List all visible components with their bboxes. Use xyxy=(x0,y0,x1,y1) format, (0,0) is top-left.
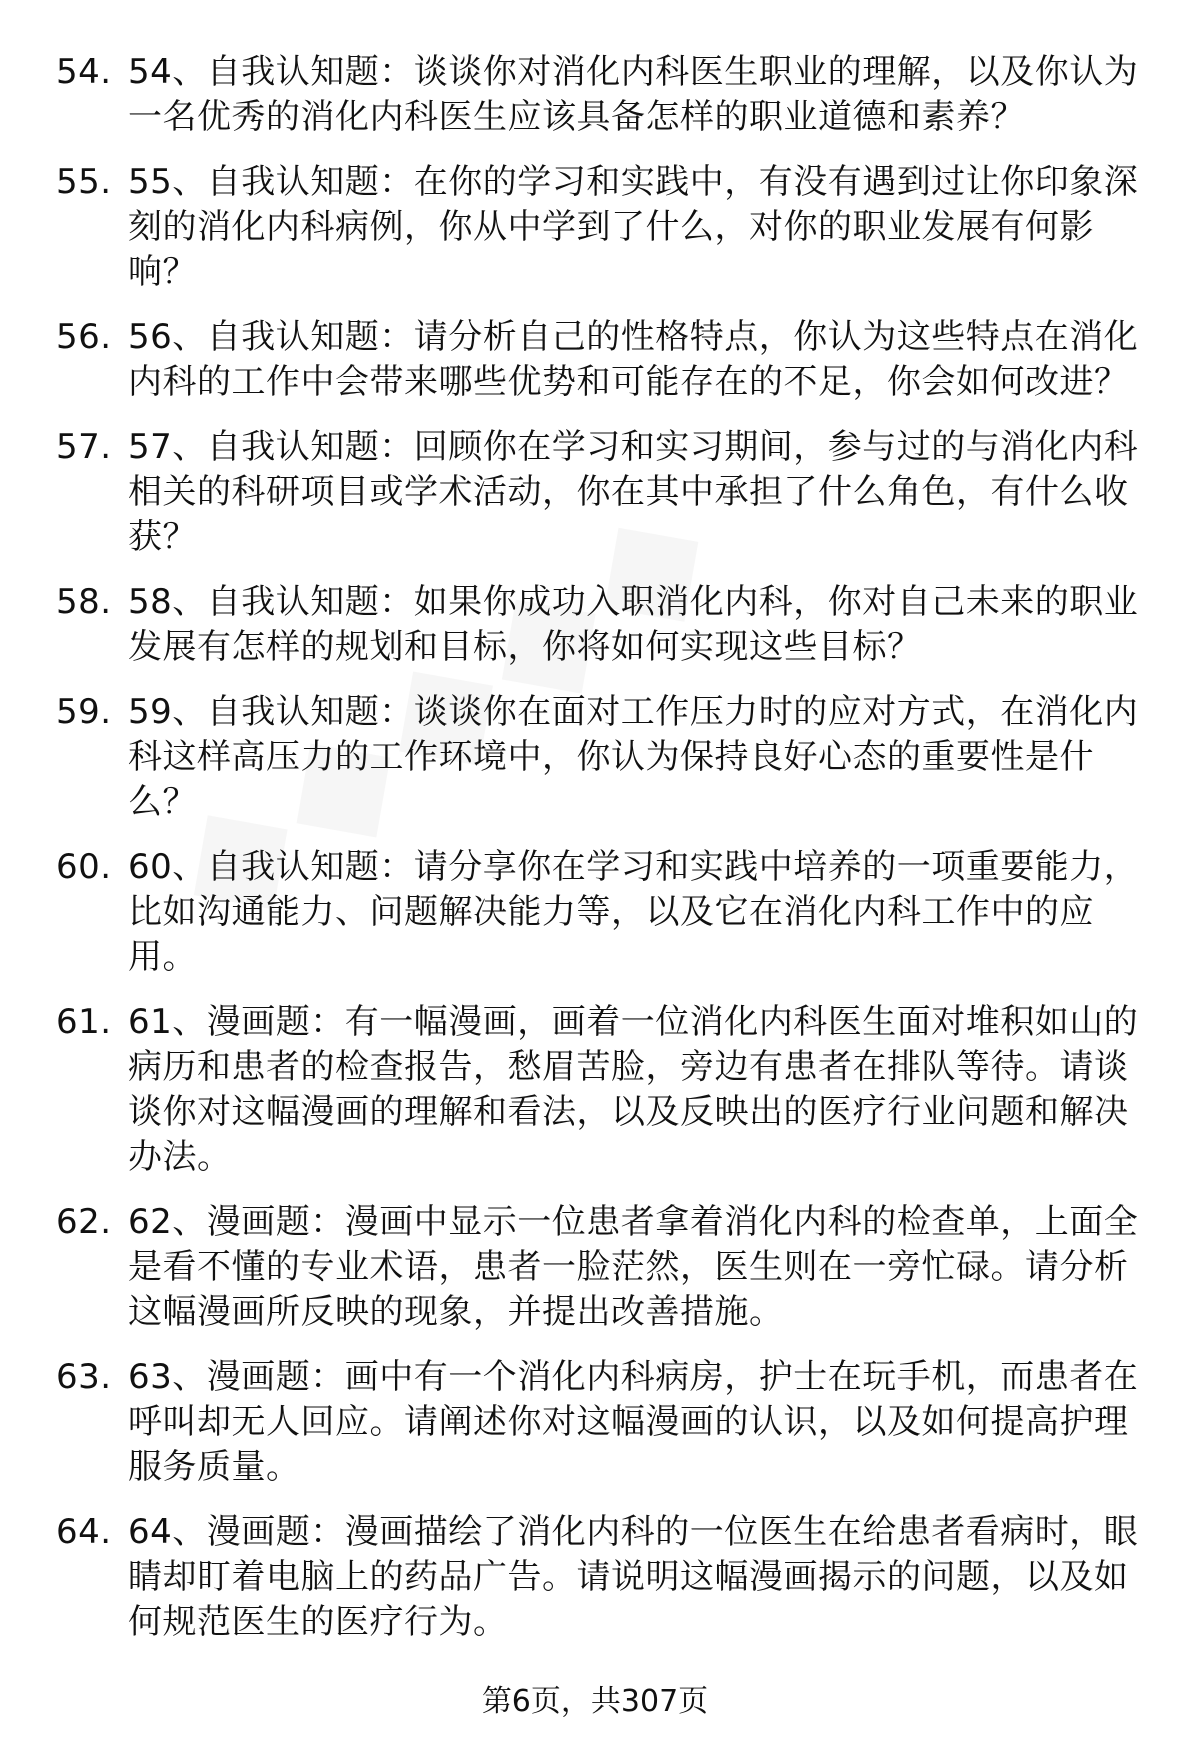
item-number: 63. xyxy=(56,1357,112,1397)
list-item xyxy=(56,315,1146,405)
item-text: 64、漫画题：漫画描绘了消化内科的一位医生在给患者看病时，眼睛却盯着电脑上的药品广告。请说明这幅漫画揭示的问题，以及如何规范医生的医疗行为。 xyxy=(128,1512,1139,1642)
item-number: 62. xyxy=(56,1202,112,1242)
item-number: 55. xyxy=(56,162,112,202)
item-text: 62、漫画题：漫画中显示一位患者拿着消化内科的检查单，上面全是看不懂的专业术语，患者一脸茫然，医生则在一旁忙碌。请分析这幅漫画所反映的现象，并提出改善措施。 xyxy=(128,1202,1139,1332)
item-number: 58. xyxy=(56,582,112,622)
list-item xyxy=(56,845,1146,980)
item-text: 54、自我认知题：谈谈你对消化内科医生职业的理解，以及你认为一名优秀的消化内科医生应该具备怎样的职业道德和素养？ xyxy=(128,52,1139,137)
list-item xyxy=(56,1200,1146,1335)
item-number: 54. xyxy=(56,52,112,92)
item-number: 56. xyxy=(56,317,112,357)
item-text: 63、漫画题：画中有一个消化内科病房，护士在玩手机，而患者在呼叫却无人回应。请阐述你对这幅漫画的认识，以及如何提高护理服务质量。 xyxy=(128,1357,1139,1487)
item-number: 61. xyxy=(56,1002,112,1042)
item-text: 57、自我认知题：回顾你在学习和实习期间，参与过的与消化内科相关的科研项目或学术活动，你在其中承担了什么角色，有什么收获？ xyxy=(128,427,1139,557)
item-text: 55、自我认知题：在你的学习和实践中，有没有遇到过让你印象深刻的消化内科病例，你从中学到了什么，对你的职业发展有何影响？ xyxy=(128,162,1139,292)
question-list xyxy=(56,50,1146,1665)
list-item xyxy=(56,1000,1146,1180)
item-text: 59、自我认知题：谈谈你在面对工作压力时的应对方式，在消化内科这样高压力的工作环境中，你认为保持良好心态的重要性是什么？ xyxy=(128,692,1139,822)
list-item xyxy=(56,1355,1146,1490)
item-text: 58、自我认知题：如果你成功入职消化内科，你对自己未来的职业发展有怎样的规划和目标，你将如何实现这些目标？ xyxy=(128,582,1139,667)
list-item xyxy=(56,1510,1146,1645)
list-item xyxy=(56,50,1146,140)
item-number: 59. xyxy=(56,692,112,732)
list-item xyxy=(56,580,1146,670)
list-item xyxy=(56,160,1146,295)
item-text: 60、自我认知题：请分享你在学习和实践中培养的一项重要能力，比如沟通能力、问题解决能力等，以及它在消化内科工作中的应用。 xyxy=(128,847,1139,977)
list-item xyxy=(56,690,1146,825)
item-text: 56、自我认知题：请分析自己的性格特点，你认为这些特点在消化内科的工作中会带来哪些优势和可能存在的不足，你会如何改进？ xyxy=(128,317,1139,402)
item-number: 60. xyxy=(56,847,112,887)
item-number: 57. xyxy=(56,427,112,467)
item-text: 61、漫画题：有一幅漫画，画着一位消化内科医生面对堆积如山的病历和患者的检查报告，愁眉苦脸，旁边有患者在排队等待。请谈谈你对这幅漫画的理解和看法，以及反映出的医疗行业问题和解决办法。 xyxy=(128,1002,1139,1177)
page-footer: 第6页，共307页 xyxy=(481,1684,709,1719)
item-number: 64. xyxy=(56,1512,112,1552)
list-item xyxy=(56,425,1146,560)
